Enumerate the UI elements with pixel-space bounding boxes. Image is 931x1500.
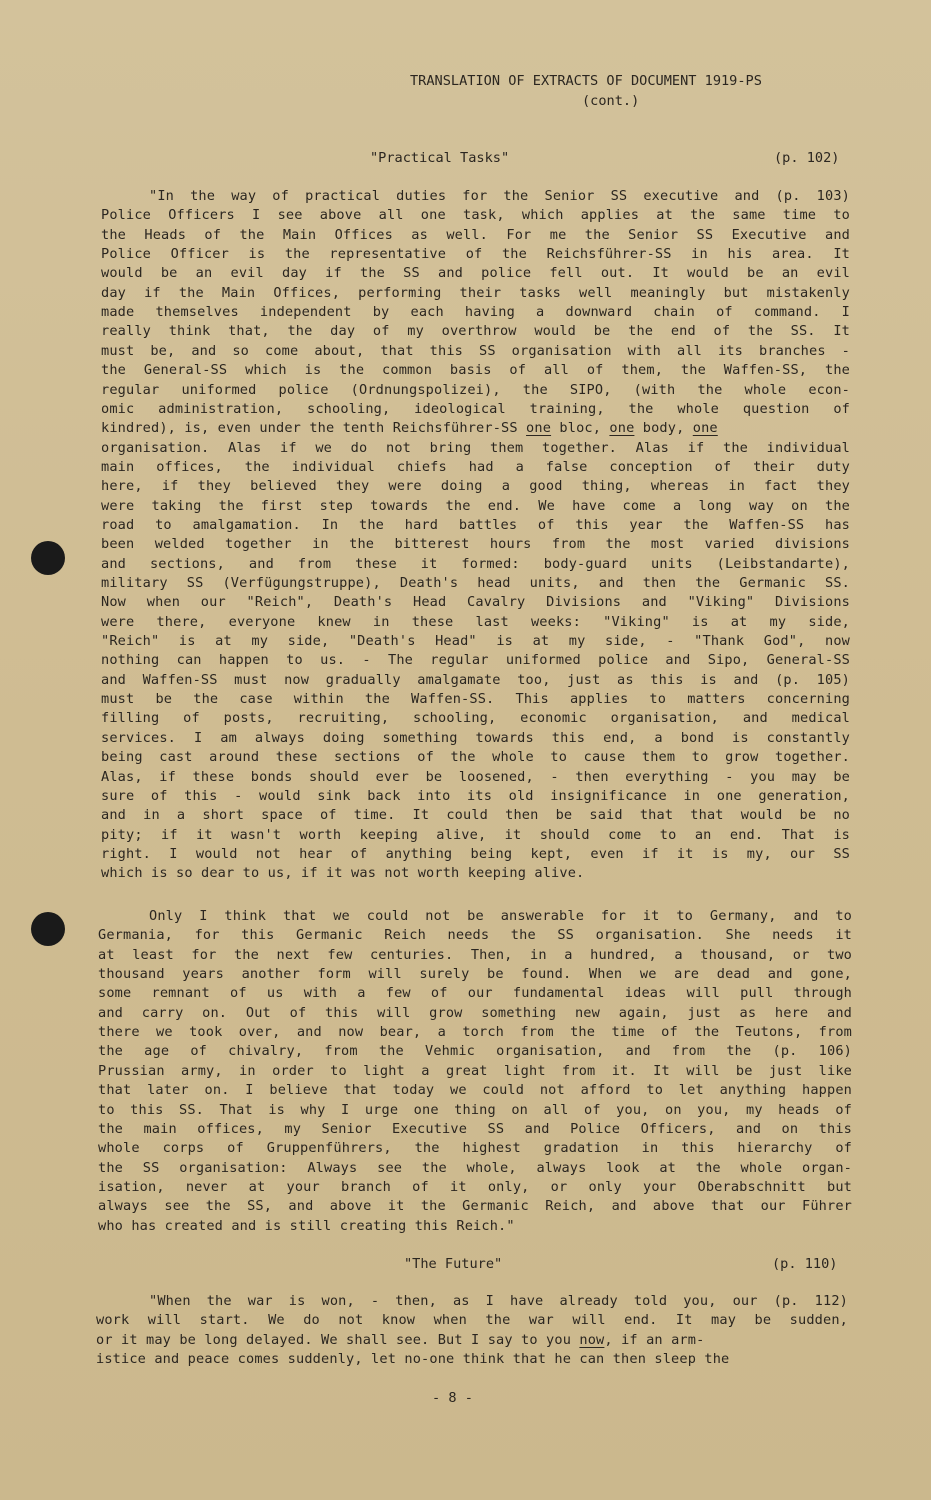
underlined-word: one [609, 420, 635, 437]
text-line: the General-SS which is the common basis of all of them, the Waffen-SS, the [101, 362, 850, 379]
text-line: the age of chivalry, from the Vehmic organisation, and from the (p. 106) [98, 1043, 852, 1060]
text-line: made themselves independent by each having a downward chain of command. I [101, 304, 850, 321]
text-line: the Heads of the Main Offices as well. For me the Senior SS Executive and [101, 226, 850, 243]
text-line: the SS organisation: Always see the whole, always look at the whole organ- [98, 1159, 852, 1176]
text-line: were there, everyone knew in these last weeks: "Viking" is at my side, [101, 613, 850, 630]
text-line: and Waffen-SS must now gradually amalgamate too, just as this is and (p. 105) [101, 671, 850, 688]
text-line [96, 1331, 704, 1350]
text-line: the main offices, my Senior Executive SS and Police Officers, and on this [98, 1120, 852, 1137]
text-line: sure of this - would sink back into its old insignificance in one generation, [101, 787, 850, 804]
text-line: at least for the next few centuries. Then, in a hundred, a thousand, or two [98, 946, 852, 963]
text-line: who has created and is still creating this Reich." [98, 1217, 515, 1234]
punch-hole-top [31, 541, 65, 575]
section-page-ref: (p. 102) [774, 150, 840, 166]
text-line [101, 419, 718, 438]
text-line: were taking the first step towards the end. We have come a long way on the [101, 497, 850, 514]
text-line: services. I am always doing something towards this end, a bond is constantly [101, 729, 850, 746]
text-line: Alas, if these bonds should ever be loosened, - then everything - you may be [101, 768, 850, 785]
punch-hole-bottom [31, 912, 65, 946]
text-line: thousand years another form will surely be found. When we are dead and gone, [98, 966, 852, 983]
text-line: which is so dear to us, if it was not worth keeping alive. [101, 865, 585, 882]
underlined-word: one [692, 420, 718, 437]
text-line: istice and peace comes suddenly, let no-one think that he can then sleep the [96, 1351, 730, 1368]
text-line: to this SS. That is why I urge one thing on all of you, on you, my heads of [98, 1101, 852, 1118]
page-number: - 8 - [432, 1390, 473, 1406]
text-line: must be the case within the Waffen-SS. This applies to matters concerning [101, 691, 850, 708]
text-line: always see the SS, and above it the Germanic Reich, and above that our Führer [98, 1198, 852, 1215]
text-line: regular uniformed police (Ordnungspolizei), the SIPO, (with the whole econ- [101, 381, 850, 398]
underlined-word: now [579, 1331, 605, 1348]
text-line: and in a short space of time. It could then be said that that would be no [101, 807, 850, 824]
text-line: organisation. Alas if we do not bring them together. Alas if the individual [101, 439, 850, 456]
text-line: and carry on. Out of this will grow something new again, just as here and [98, 1004, 852, 1021]
text-line: "In the way of practical duties for the Senior SS executive and (p. 103) [149, 188, 850, 204]
document-title: TRANSLATION OF EXTRACTS OF DOCUMENT 1919-PS [410, 73, 762, 89]
text-line: whole corps of Gruppenführers, the highest gradation in this hierarchy of [98, 1140, 852, 1157]
text-fragment: body, [634, 420, 693, 437]
section-page-ref: (p. 110) [772, 1256, 838, 1272]
text-line: main offices, the individual chiefs had a false conception of their duty [101, 458, 850, 475]
text-line: Only I think that we could not be answerable for it to Germany, and to [149, 908, 852, 924]
text-line: pity; if it wasn't worth keeping alive, it should come to an end. That is [101, 826, 850, 843]
text-line: isation, never at your branch of it only, or only your Oberabschnitt but [98, 1178, 852, 1195]
text-line: Police Officer is the representative of the Reichsführer-SS in his area. It [101, 246, 850, 263]
text-line: "Reich" is at my side, "Death's Head" is at my side, - "Thank God", now [101, 633, 850, 650]
text-line: there we took over, and now bear, a torch from the time of the Teutons, from [98, 1024, 852, 1041]
underlined-word: one [526, 420, 552, 437]
text-line: filling of posts, recruiting, schooling, economic organisation, and medical [101, 710, 850, 727]
text-line: would be an evil day if the SS and police fell out. It would be an evil [101, 265, 850, 282]
text-line: really think that, the day of my overthrow would be the end of the SS. It [101, 323, 850, 340]
text-line: and sections, and from these it formed: body-guard units (Leibstandarte), [101, 555, 850, 572]
section-heading-practical-tasks: "Practical Tasks" [370, 150, 510, 166]
text-line: Germania, for this Germanic Reich needs the SS organisation. She needs it [98, 927, 852, 944]
text-line: some remnant of us with a few of our fundamental ideas will pull through [98, 985, 852, 1002]
text-fragment: , if an arm- [604, 1331, 705, 1348]
text-line: Police Officers I see above all one task, which applies at the same time to [101, 207, 850, 224]
text-line: Now when our "Reich", Death's Head Cavalry Divisions and "Viking" Divisions [101, 594, 850, 611]
text-line: being cast around these sections of the whole to cause them to grow together. [101, 749, 850, 766]
text-line: road to amalgamation. In the hard battles of this year the Waffen-SS has [101, 516, 850, 533]
text-line: been welded together in the bitterest hours from the most varied divisions [101, 536, 850, 553]
text-line: work will start. We do not know when the war will end. It may be sudden, [96, 1312, 848, 1329]
text-line: omic administration, schooling, ideological training, the whole question of [101, 400, 850, 417]
text-fragment: bloc, [551, 420, 610, 437]
document-title-cont: (cont.) [582, 93, 640, 109]
text-line: military SS (Verfügungstruppe), Death's head units, and then the Germanic SS. [101, 575, 850, 591]
text-line: here, if they believed they were doing a good thing, whereas in fact they [101, 478, 850, 495]
text-fragment: or it may be long delayed. We shall see. But I say to you [96, 1331, 580, 1348]
text-line: nothing can happen to us. - The regular uniformed police and Sipo, General-SS [101, 652, 850, 669]
text-line: that later on. I believe that today we could not afford to let anything happen [98, 1082, 852, 1099]
text-fragment: kindred), is, even under the tenth Reichsführer-SS [101, 420, 527, 437]
text-line: day if the Main Offices, performing their tasks well meaningly but mistakenly [101, 284, 850, 301]
section-heading-the-future: "The Future" [404, 1256, 503, 1272]
text-line: right. I would not hear of anything being kept, even if it is my, our SS [101, 845, 850, 862]
text-line: "When the war is won, - then, as I have already told you, our (p. 112) [149, 1293, 848, 1309]
text-line: must be, and so come about, that this SS organisation with all its branches - [101, 342, 850, 359]
text-line: Prussian army, in order to light a great light from it. It will be just like [98, 1062, 852, 1079]
